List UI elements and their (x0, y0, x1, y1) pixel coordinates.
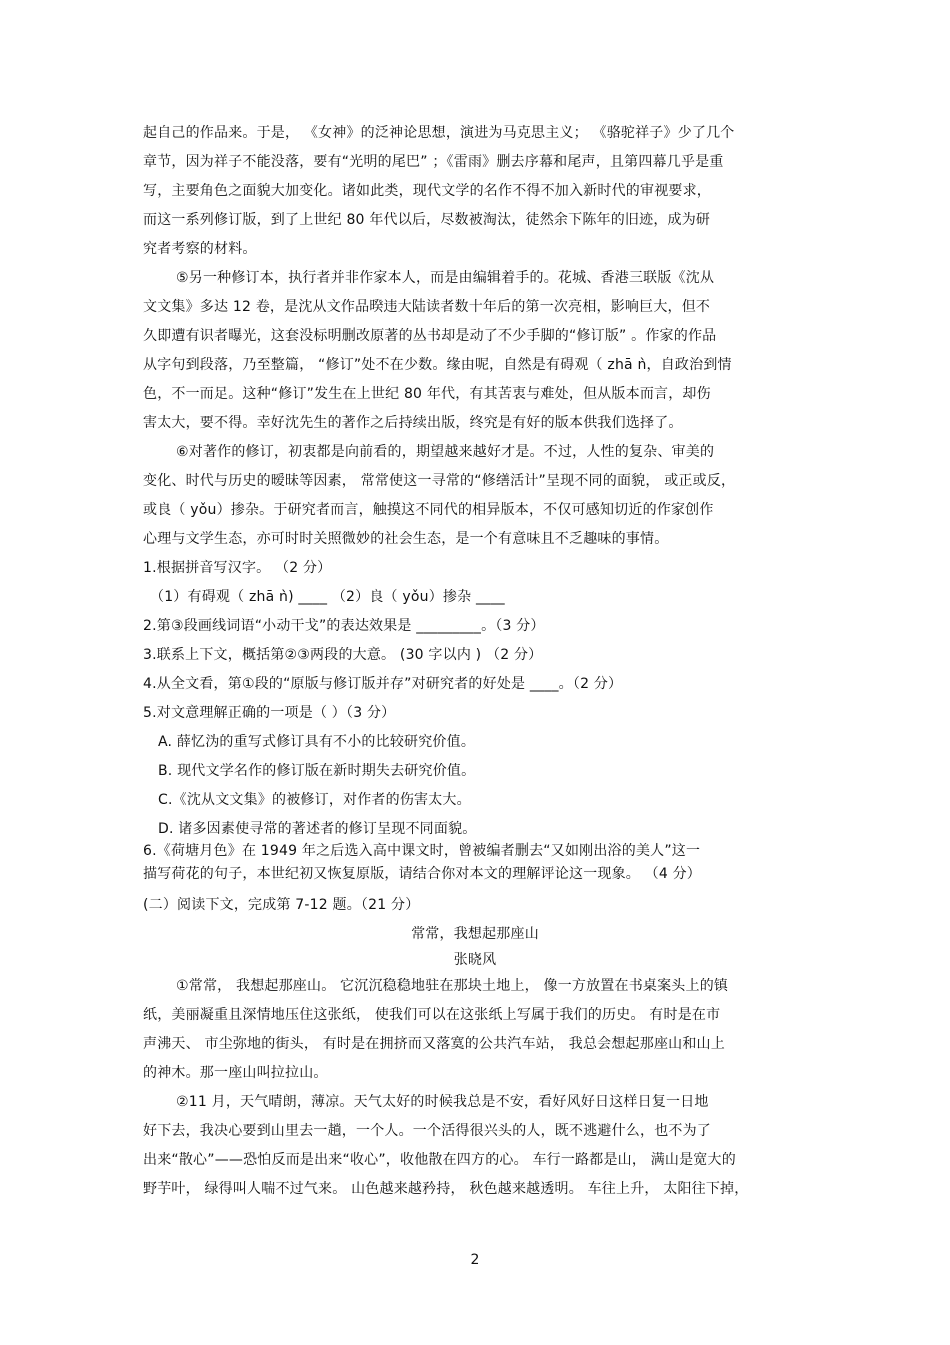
text-line: 1.根据拼音写汉字。 （2 分） (143, 560, 332, 576)
text-line: 心理与文学生态，亦可时时关照微妙的社会生态，是一个有意味且不乏趣味的事情。 (143, 531, 669, 547)
text-line: 声沸天、 市尘弥地的街头， 有时是在拥挤而又落寞的公共汽车站， 我总会想起那座山和山上 (143, 1036, 725, 1052)
text-line: A. 薛忆沩的重写式修订具有不小的比较研究价值。 (158, 734, 476, 750)
text-line: 2.第③段画线词语“小动干戈”的表达效果是 _________。（3 分） (143, 618, 545, 634)
text-line: 纸，美丽凝重且深情地压住这张纸， 使我们可以在这张纸上写属于我们的历史。 有时是在市 (143, 1007, 721, 1023)
text-line: 久即遭有识者曝光，这套没标明删改原著的丛书却是动了不少手脚的“修订版” 。作家的作品 (143, 328, 717, 344)
text-line: 3.联系上下文，概括第②③两段的大意。 (30 字以内 ) （2 分） (143, 647, 543, 663)
text-line: 描写荷花的句子，本世纪初又恢复原版，请结合你对本文的理解评论这一现象。 （4 分） (143, 866, 702, 882)
text-line: B. 现代文学名作的修订版在新时期失去研究价值。 (158, 763, 476, 779)
text-line: 写，主要角色之面貌大加变化。诸如此类，现代文学的名作不得不加入新时代的审视要求， (143, 183, 711, 199)
text-line: ⑥对著作的修订，初衷都是向前看的，期望越来越好才是。不过，人性的复杂、审美的 (176, 444, 715, 460)
article-heading-line: 张晓风 (453, 952, 497, 968)
text-line: 从字句到段落，乃至整篇， “修订”处不在少数。缘由呢，自然是有碍观（ zhā ǹ，自政治到情 (143, 357, 732, 373)
text-line: 起自己的作品来。于是， 《女神》的泛神论思想，演进为马克思主义； 《骆驼祥子》少了几个 (143, 125, 735, 141)
text-line: （1）有碍观（ zhā ǹ) ____ （2）良（ yǒu）掺杂 ____ (150, 589, 505, 605)
text-line: 好下去，我决心要到山里去一趟，一个人。一个活得很兴头的人，既不逃避什么，也不为了 (143, 1123, 711, 1139)
text-line: C.《沈从文文集》的被修订，对作者的伤害太大。 (158, 792, 471, 808)
article-heading-line: 常常，我想起那座山 (411, 926, 539, 942)
text-line: 的神木。那一座山叫拉拉山。 (143, 1065, 328, 1081)
text-line: 变化、时代与历史的暧昧等因素， 常常使这一寻常的“修缮活计”呈现不同的面貌， 或正或反， (143, 473, 736, 489)
text-line: (二）阅读下文，完成第 7-12 题。（21 分） (143, 897, 420, 913)
text-line: 或良（ yǒu）掺杂。于研究者而言，触摸这不同代的相异版本，不仅可感知切近的作家创作 (143, 502, 714, 518)
text-line: 色，不一而足。这种“修订”发生在上世纪 80 年代，有其苦衷与难处，但从版本而言，却伤 (143, 386, 711, 402)
text-line: 出来“散心”——恐怕反而是出来“收心”，收他散在四方的心。 车行一路都是山， 满山是宽大的 (143, 1152, 736, 1168)
text-line: 害太大，要不得。幸好沈先生的著作之后持续出版，终究是有好的版本供我们选择了。 (143, 415, 683, 431)
text-line: 文文集》多达 12 卷，是沈从文作品暌违大陆读者数十年后的第一次亮相，影响巨大，但不 (143, 299, 711, 315)
text-line: ①常常， 我想起那座山。 它沉沉稳稳地驻在那块土地上， 像一方放置在书桌案头上的镇 (176, 978, 729, 994)
text-line: 究者考察的材料。 (143, 241, 257, 257)
text-line: 6.《荷塘月色》在 1949 年之后选入高中课文时，曾被编者删去“又如刚出浴的美人”这一 (143, 843, 701, 859)
text-line: ②11 月，天气晴朗，薄凉。天气太好的时候我总是不安，看好风好日这样日复一日地 (176, 1094, 709, 1110)
text-line: 野芋叶， 绿得叫人喘不过气来。 山色越来越矜持， 秋色越来越透明。 车往上升， 太阳往下掉， (143, 1181, 749, 1197)
text-line: ⑤另一种修订本，执行者并非作家本人，而是由编辑着手的。花城、香港三联版《沈从 (176, 270, 715, 286)
page-number: 2 (470, 1252, 480, 1268)
text-line: 而这一系列修订版，到了上世纪 80 年代以后，尽数被淘汰，徒然余下陈年的旧迹，成为研 (143, 212, 711, 228)
text-line: D. 诸多因素使寻常的著述者的修订呈现不同面貌。 (158, 821, 477, 837)
text-line: 4.从全文看，第①段的“原版与修订版并存”对研究者的好处是 ____。（2 分） (143, 676, 623, 692)
text-line: 章节，因为祥子不能没落，要有“光明的尾巴” ；《雷雨》删去序幕和尾声，且第四幕几乎是重 (143, 154, 724, 170)
text-line: 5.对文意理解正确的一项是（ ）（3 分） (143, 705, 396, 721)
